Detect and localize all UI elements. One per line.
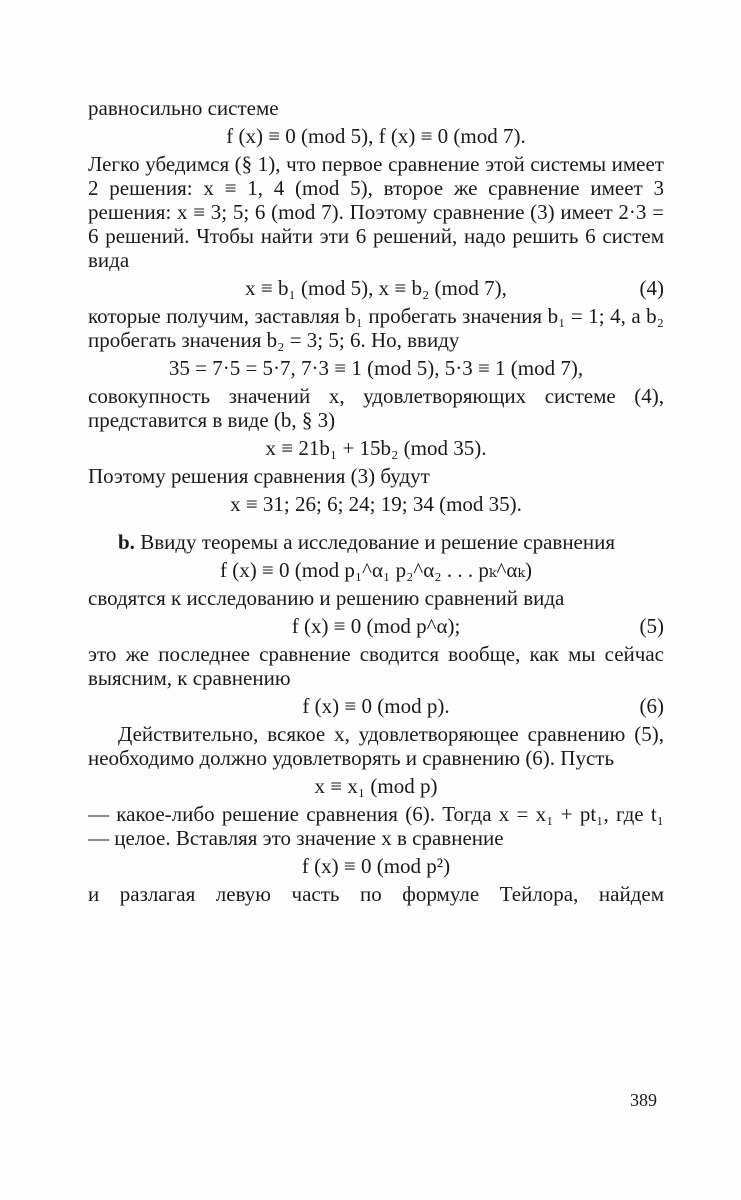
equation-number: (6): [639, 694, 664, 718]
paragraph: сводятся к исследованию и решению сравнений вида: [88, 586, 565, 610]
page-body: [88, 96, 664, 930]
section-label: b.: [118, 530, 135, 554]
formula: f (x) ≡ 0 (mod p²): [301, 854, 451, 878]
page-number: 389: [630, 1090, 657, 1110]
formula: f (x) ≡ 0 (mod p₁^α₁ p₂^α₂ . . . pₖ^αₖ): [219, 558, 533, 582]
paragraph-b: b. Ввиду теоремы a исследование и решение сравнения: [118, 530, 616, 554]
text-line: равносильно системе: [88, 96, 279, 120]
paragraph: Поэтому решения сравнения (3) будут: [88, 464, 430, 488]
formula-5: f (x) ≡ 0 (mod p^α); (5): [291, 614, 664, 638]
paragraph: Действительно, всякое x, удовлетворяющее сравнению (5), необходимо должно удовлетворять и сравнению (6). Пусть: [88, 722, 664, 770]
formula: x ≡ 31; 26; 6; 24; 19; 34 (mod 35).: [230, 492, 522, 516]
formula: 35 = 7·5 = 5·7, 7·3 ≡ 1 (mod 5), 5·3 ≡ 1 (mod 7),: [168, 356, 584, 380]
formula-6: f (x) ≡ 0 (mod p). (6): [302, 694, 664, 718]
formula: f (x) ≡ 0 (mod 5), f (x) ≡ 0 (mod 7).: [226, 124, 526, 148]
paragraph: которые получим, заставляя b₁ пробегать значения b₁ = 1; 4, а b₂ пробегать значения b₂ = 3; 5; 6. Но, ввиду: [88, 304, 664, 352]
equation-number: (4): [639, 276, 664, 300]
paragraph: и разлагая левую часть по формуле Тейлора, найдем: [88, 882, 664, 906]
paragraph: это же последнее сравнение сводится вообще, как мы сейчас выясним, к сравнению: [88, 642, 664, 690]
paragraph: — какое-либо решение сравнения (6). Тогда x = x₁ + pt₁, где t₁ — целое. Вставляя это значение x в сравнение: [88, 802, 664, 850]
formula: x ≡ x₁ (mod p): [314, 774, 438, 798]
formula: x ≡ 21b₁ + 15b₂ (mod 35).: [265, 436, 487, 460]
formula-4: x ≡ b₁ (mod 5), x ≡ b₂ (mod 7), (4): [245, 276, 664, 300]
equation-number: (5): [639, 614, 664, 638]
paragraph: совокупность значений x, удовлетворяющих системе (4), представится в виде (b, § 3): [88, 384, 664, 432]
paragraph: Легко убедимся (§ 1), что первое сравнение этой системы имеет 2 решения: x ≡ 1, 4 (mod 5), второе же сравнение имеет 3 решения: x ≡ 3; 5; 6 (mod 7). Поэтому сравнение (3) имеет 2·3 = 6 решений. Чтобы найти эти 6 решений, надо решить 6 систем вида: [88, 152, 664, 272]
